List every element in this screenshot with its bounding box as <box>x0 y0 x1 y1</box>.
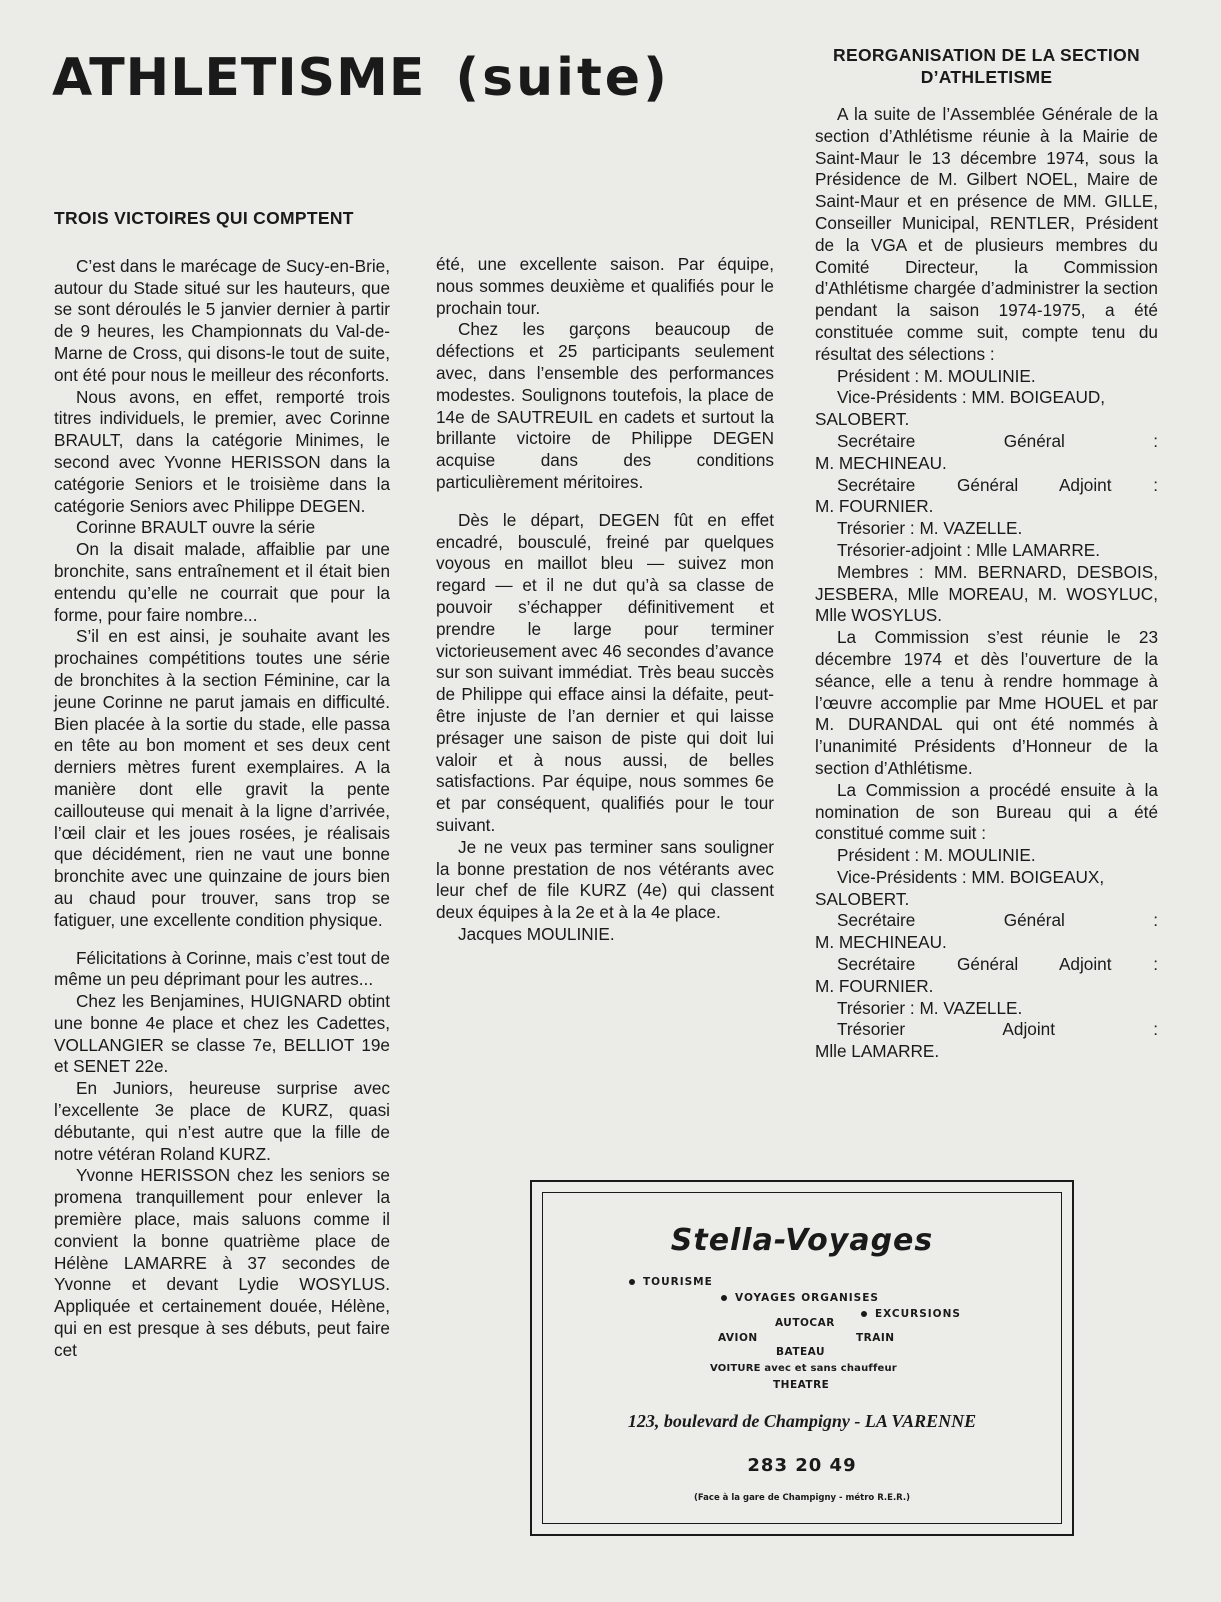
paragraph: Félicitations à Corinne, mais c’est tout de même un peu déprimant pour les autres... <box>54 947 390 990</box>
advertisement-box <box>530 1180 1074 1536</box>
ad-brand-name: Stella-Voyages <box>670 1223 934 1258</box>
list-item: Secrétaire Général : <box>837 430 1158 451</box>
bureau-list <box>815 845 1158 1063</box>
list-item: Mlle LAMARRE. <box>815 1041 940 1062</box>
ad-transport: TRAIN <box>856 1332 895 1344</box>
ad-transport: THEATRE <box>773 1379 830 1391</box>
ad-phone: 283 20 49 <box>747 1455 857 1476</box>
list-item: M. FOURNIER. <box>815 975 934 996</box>
article-column-3 <box>815 44 1158 1063</box>
list-item: Président : M. MOULINIE. <box>837 365 1036 386</box>
paragraph: Dès le départ, DEGEN fût en effet encadré, bousculé, freiné par quelques voyous en maillot bleu — suivez mon regard — et il ne dut qu’à sa classe de pouvoir s’échapper définitivement et prendre le large pour terminer victorieusement avec 46 secondes d’avance sur son suivant immédiat. Très beau succès de Philippe qui efface ainsi la défaite, peut-être injuste de l’an dernier et qui laisse présager une saison de piste qui doit lui valoir et à nous aussi, de belles satisfactions. Par équipe, nous sommes 6e et par conséquent, qualifiés pour le tour suivant. <box>436 509 774 835</box>
bullet-icon <box>861 1311 867 1317</box>
list-item: M. MECHINEAU. <box>815 452 947 473</box>
list-item: Secrétaire Général Adjoint : <box>837 474 1158 495</box>
ad-service <box>861 1308 961 1320</box>
paragraph: S’il en est ainsi, je souhaite avant les prochaines compétitions toutes une série de bronchites à la section Féminine, car la jeune Corinne ne parut jamais en difficulté. Bien placée à la sortie du stade, elle passa en tête au bon moment et ses deux cent derniers mètres furent exemplaires. A la manière dont elle gravit la pente caillouteuse qui menait à la ligne d’arrivée, l’œil clair et les joues rosées, je réalisais que décidément, rien ne vaut une bonne bronchite avec une quinzaine de jours bien au chaud pour trouver, sans trop se fatiguer, une excellente condition physique. <box>54 626 390 930</box>
ad-address: 123, boulevard de Champigny - LA VARENNE <box>627 1411 977 1431</box>
paragraph: C’est dans le marécage de Sucy-en-Brie, autour du Stade situé sur les hauteurs, que se sont déroulés le 5 janvier dernier à partir de 9 heures, les Championnats du Val-de-Marne de Cross, qui disons-le tout de suite, ont été pour nous le meilleur des réconforts. <box>54 255 390 385</box>
ad-note: (Face à la gare de Champigny - métro R.E.R.) <box>693 1493 910 1503</box>
ad-transport: VOITURE avec et sans chauffeur <box>710 1363 897 1374</box>
ad-service <box>721 1292 879 1304</box>
article-column-2 <box>436 254 774 946</box>
commission-list <box>815 366 1158 628</box>
paragraph: été, une excellente saison. Par équipe, nous sommes deuxième et qualifiés pour le prochain tour. <box>436 254 774 318</box>
list-item: M. FOURNIER. <box>815 496 934 517</box>
title-line: REORGANISATION DE LA SECTION <box>833 45 1140 65</box>
list-item: Trésorier : M. VAZELLE. <box>837 997 1023 1018</box>
subheading: Corinne BRAULT ouvre la série <box>76 517 316 538</box>
list-item: Trésorier Adjoint : <box>837 1019 1158 1040</box>
paragraph: Je ne veux pas terminer sans souligner la bonne prestation de nos vétérants avec leur chef de file KURZ (4e) qui classent deux équipes à la 2e et à la 4e place. <box>436 836 774 923</box>
paragraph: Nous avons, en effet, remporté trois titres individuels, le premier, avec Corinne BRAULT, dans la catégorie Minimes, le second avec Yvonne HERISSON dans la catégorie Seniors et le troisième dans la catégorie Seniors avec Philippe DEGEN. <box>54 386 390 516</box>
page-title <box>52 48 670 108</box>
list-item: Secrétaire Général Adjoint : <box>837 954 1158 975</box>
section-title: TROIS VICTOIRES QUI COMPTENT <box>54 208 354 228</box>
ad-transport: AUTOCAR <box>775 1317 835 1329</box>
ad-service-label: EXCURSIONS <box>875 1308 961 1320</box>
paragraph: On la disait malade, affaiblie par une bronchite, sans entraînement et il était bien entendu qu’elle ne courrait que pour la forme, pour faire nombre... <box>54 539 390 625</box>
title-suite: (suite) <box>455 48 670 108</box>
title-line: D’ATHLETISME <box>920 67 1053 87</box>
list-item: Président : M. MOULINIE. <box>837 845 1036 866</box>
list-item: Membres : MM. BERNARD, DESBOIS, JESBERA, Mlle MOREAU, M. WOSYLUC, Mlle WOSYLUS. <box>815 561 1158 626</box>
ad-transport: BATEAU <box>776 1346 825 1358</box>
paragraph: La Commission a procédé ensuite à la nomination de son Bureau qui a été constitué comme suit : <box>815 779 1158 844</box>
ad-transport: AVION <box>718 1332 758 1344</box>
list-item: Vice-Présidents : MM. BOIGEAUX, <box>837 866 1105 887</box>
section-title <box>815 44 1158 88</box>
list-item: M. MECHINEAU. <box>815 932 947 953</box>
author-signature: Jacques MOULINIE. <box>458 923 615 944</box>
paragraph: Chez les garçons beaucoup de défections et 25 participants seulement avec, dans l’ensemble des performances modestes. Soulignons toutefois, la place de 14e de SAUTREUIL en cadets et surtout la brillante victoire de Philippe DEGEN acquise dans des conditions particulièrement méritoires. <box>436 319 774 492</box>
list-item: Trésorier-adjoint : Mlle LAMARRE. <box>837 539 1100 560</box>
article-column-1 <box>54 208 390 1362</box>
paragraph: Chez les Benjamines, HUIGNARD obtint une bonne 4e place et chez les Cadettes, VOLLANGIER se classe 7e, BELLIOT 19e et SENET 22e. <box>54 991 390 1077</box>
title-main: ATHLETISME <box>52 48 426 108</box>
list-item: SALOBERT. <box>815 888 910 909</box>
ad-service <box>629 1276 713 1288</box>
list-item: Secrétaire Général : <box>837 910 1158 931</box>
paragraph: A la suite de l’Assemblée Générale de la section d’Athlétisme réunie à la Mairie de Saint-Maur le 13 décembre 1974, sous la Présidence de M. Gilbert NOEL, Maire de Saint-Maur et en présence de MM. GILLE, Conseiller Municipal, RENTLER, Président de la VGA et de plusieurs membres du Comité Directeur, la Commission d’Athlétisme chargée d’administrer la section pendant la saison 1974-1975, a été constituée comme suit, compte tenu du résultat des sélections : <box>815 104 1158 364</box>
bullet-icon <box>629 1279 635 1285</box>
paragraph: Yvonne HERISSON chez les seniors se promena tranquillement pour enlever la première place, mais saluons comme il convient la bonne quatrième place de Hélène LAMARRE à 37 secondes de Yvonne et devant Lydie WOSYLUS. Appliquée et certainement douée, Hélène, qui en est presque à ses débuts, peut faire cet <box>54 1165 390 1360</box>
paragraph: En Juniors, heureuse surprise avec l’excellente 3e place de KURZ, quasi débutante, qui n’est autre que la fille de notre vétéran Roland KURZ. <box>54 1078 390 1164</box>
ad-service-label: VOYAGES ORGANISES <box>735 1292 879 1304</box>
bullet-icon <box>721 1295 727 1301</box>
list-item: Trésorier : M. VAZELLE. <box>837 518 1023 539</box>
paragraph: La Commission s’est réunie le 23 décembre 1974 et dès l’ouverture de la séance, elle a tenu à rendre hommage à l’œuvre accomplie par Mme HOUEL et par M. DURANDAL qui ont été nommés à l’unanimité Présidents d’Honneur de la section d’Athlétisme. <box>815 627 1158 778</box>
list-item: Vice-Présidents : MM. BOIGEAUD, <box>837 387 1106 408</box>
list-item: SALOBERT. <box>815 409 910 430</box>
advertisement-inner-frame <box>542 1192 1062 1524</box>
ad-service-label: TOURISME <box>643 1276 713 1288</box>
